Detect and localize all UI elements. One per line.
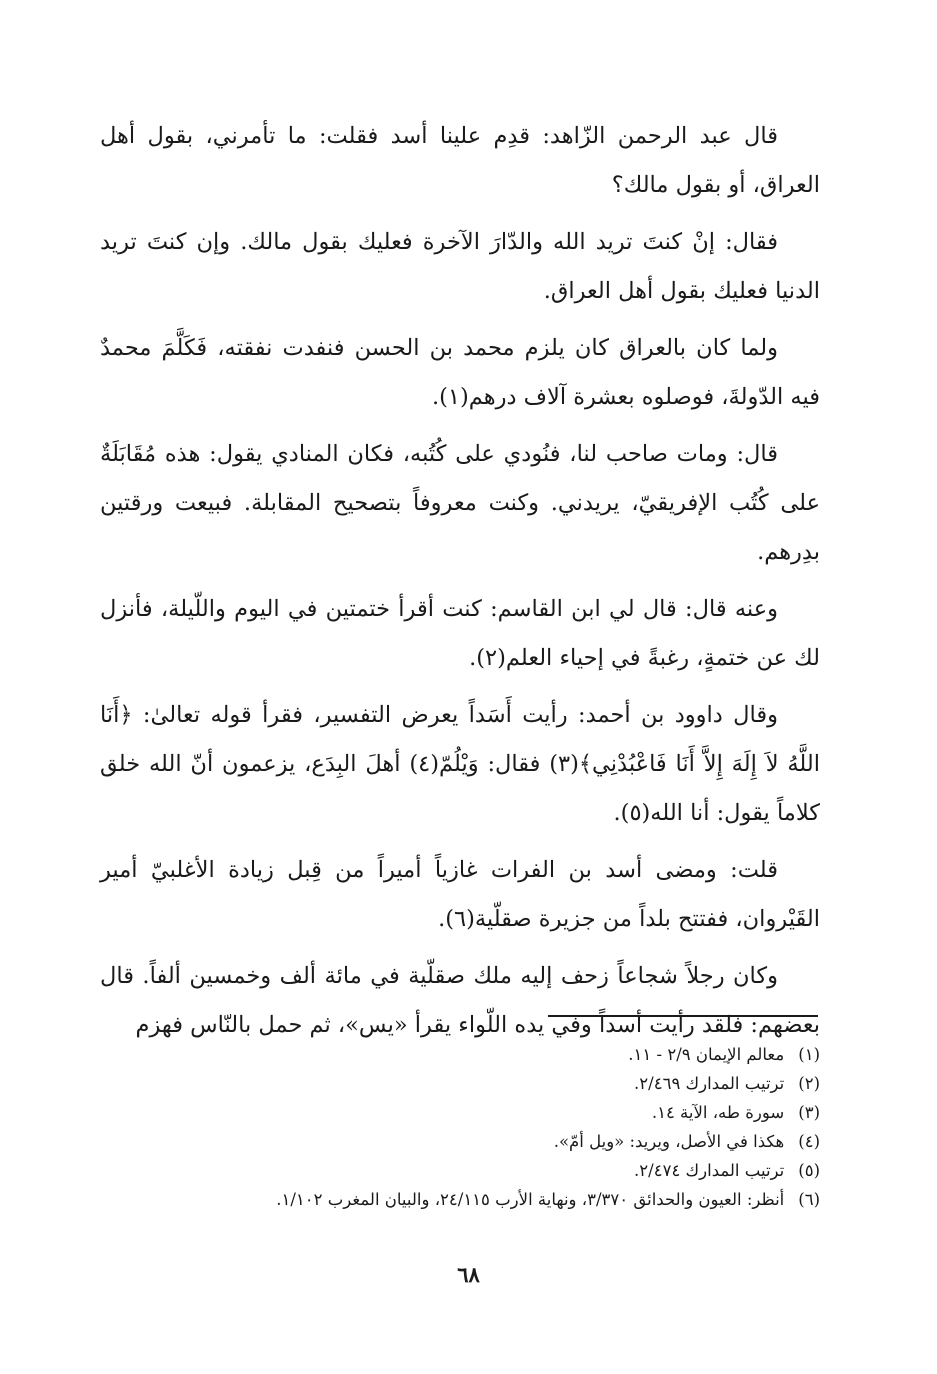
paragraph-5: وعنه قال: قال لي ابن القاسم: كنت أقرأ ختمتين في اليوم واللّيلة، فأنزل لك عن ختمةٍ، رغبةً في إحياء العلم(٢). bbox=[100, 596, 820, 671]
footnote-number: (٢) bbox=[798, 1074, 820, 1093]
footnote-text: ترتيب المدارك ٢/٤٦٩. bbox=[634, 1074, 785, 1093]
footnote-2 bbox=[100, 1069, 820, 1098]
paragraph-3: ولما كان بالعراق كان يلزم محمد بن الحسن فنفدت نفقته، فَكَلَّمَ محمدٌ فيه الدّولةَ، فوصلوه بعشرة آلاف درهم(١). bbox=[100, 335, 820, 410]
paragraph-8: وكان رجلاً شجاعاً زحف إليه ملك صقلّية في مائة ألف وخمسين ألفاً. قال بعضهم: فلقد رأيت أسداً وفي يده اللّواء يقرأ «يس»، ثم حمل بالنّاس فهزم bbox=[100, 963, 820, 1038]
footnote-divider bbox=[548, 1015, 818, 1017]
footnote-text: أنظر: العيون والحدائق ٣/٣٧٠، ونهاية الأرب ٢٤/١١٥، والبيان المغرب ١/١٠٢. bbox=[276, 1190, 785, 1209]
main-text bbox=[100, 112, 820, 1050]
footnote-text: معالم الإيمان ٢/٩ - ١١. bbox=[628, 1045, 785, 1064]
paragraph-4: قال: ومات صاحب لنا، فنُودي على كُتُبه، فكان المنادي يقول: هذه مُقَابَلَةٌ على كُتُب الإفريقيّ، يريدني. وكنت معروفاً بتصحيح المقابلة. فبيعت ورقتين بدِرهم. bbox=[100, 441, 820, 565]
footnote-1 bbox=[100, 1040, 820, 1069]
footnote-number: (٦) bbox=[798, 1190, 820, 1209]
page-number: ٦٨ bbox=[457, 1262, 480, 1287]
footnote-number: (١) bbox=[798, 1045, 820, 1064]
footnote-6 bbox=[100, 1185, 820, 1214]
footnote-text: سورة طه، الآية ١٤. bbox=[651, 1103, 785, 1122]
footnote-number: (٤) bbox=[798, 1132, 820, 1151]
footnote-number: (٣) bbox=[798, 1103, 820, 1122]
footnotes bbox=[100, 1040, 820, 1214]
footnote-text: هكذا في الأصل، ويريد: «ويل أمّ». bbox=[553, 1132, 785, 1151]
paragraph-1: قال عبد الرحمن الزّاهد: قدِم علينا أسد فقلت: ما تأمرني، بقول أهل العراق، أو بقول مالك؟ bbox=[100, 123, 820, 198]
footnote-4 bbox=[100, 1127, 820, 1156]
paragraph-6: وقال داوود بن أحمد: رأيت أَسَداً يعرض التفسير، فقرأ قوله تعالىٰ: ﴿أَنَا اللَّهُ لاَ إِلَهَ إِلاَّ أَنَا فَاعْبُدْنِي﴾(٣) فقال: وَيْلُمّ(٤) أهلَ البِدَع، يزعمون أنّ الله خلق كلاماً يقول: أنا الله(٥). bbox=[100, 702, 820, 826]
footnote-number: (٥) bbox=[798, 1161, 820, 1180]
footnote-5 bbox=[100, 1156, 820, 1185]
paragraph-2: فقال: إنْ كنتَ تريد الله والدّارَ الآخرة فعليك بقول مالك. وإن كنتَ تريد الدنيا فعليك بقول أهل العراق. bbox=[100, 229, 820, 304]
footnote-3 bbox=[100, 1098, 820, 1127]
footnote-text: ترتيب المدارك ٢/٤٧٤. bbox=[634, 1161, 785, 1180]
paragraph-7: قلت: ومضى أسد بن الفرات غازياً أميراً من قِبل زيادة الأغلبيّ أمير القَيْروان، ففتتح بلداً من جزيرة صقلّية(٦). bbox=[100, 857, 820, 932]
